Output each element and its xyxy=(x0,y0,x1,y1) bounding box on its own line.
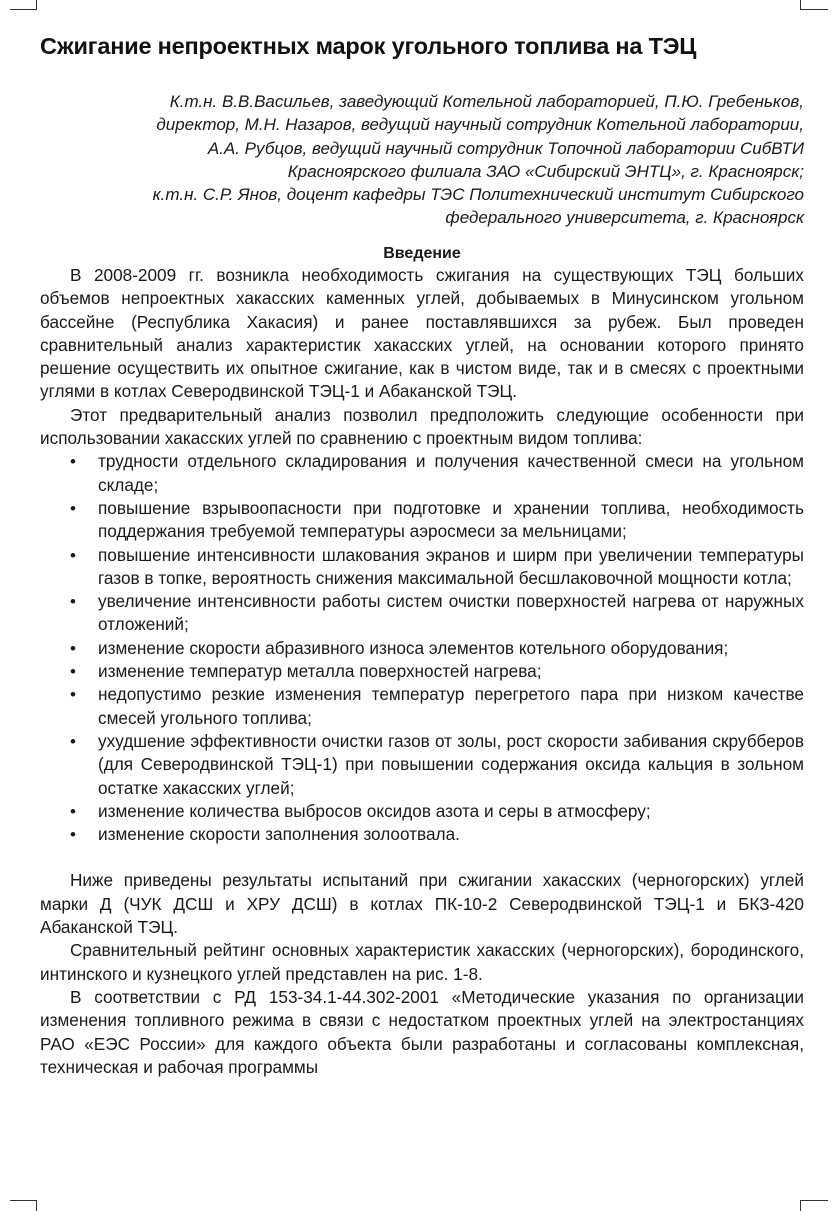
crop-mark-bottom-right-v xyxy=(800,1200,801,1211)
bullet-icon: • xyxy=(70,801,76,821)
paragraph-results-3: В соответствии с РД 153-34.1-44.302-2001 «Методические указания по организации изменения топливного режима в связи с недостатком проектных углей на электростанциях РАО «ЕЭС России» для каждого объекта были разработаны и согласованы комплексная, техническая и рабочая программы xyxy=(40,986,804,1077)
crop-mark-top-left-v xyxy=(36,0,37,10)
author-line: К.т.н. В.В.Васильев, заведующий Котельной лабораторией, П.Ю. Гребеньков, xyxy=(169,92,804,111)
list-item: • недопустимо резкие изменения температур перегретого пара при низком качестве смесей угольного топлива; xyxy=(70,684,804,728)
list-item: • повышение взрывоопасности при подготовке и хранении топлива, необходимость поддержания требуемой температуры аэросмеси за мельницами; xyxy=(70,497,804,542)
bullet-icon: • xyxy=(70,545,76,565)
author-line: А.А. Рубцов, ведущий научный сотрудник Топочной лаборатории СибВТИ xyxy=(207,138,804,158)
spacer xyxy=(40,846,804,869)
list-item: • изменение скорости абразивного износа элементов котельного оборудования; xyxy=(40,637,804,660)
list-item: • повышение интенсивности шлакования экранов и ширм при увеличении температуры газов в топке, вероятность снижения максимальной бесшлаковочной мощности котла; xyxy=(70,544,804,588)
paper-title: Сжигание непроектных марок угольного топлива на ТЭЦ xyxy=(40,33,697,59)
bullet-icon: • xyxy=(70,592,76,612)
crop-mark-bottom-left-h xyxy=(10,1200,36,1201)
bullet-icon: • xyxy=(70,498,76,518)
bullet-icon: • xyxy=(70,685,76,705)
crop-mark-bottom-left-v xyxy=(36,1200,37,1211)
list-item: • изменение количества выбросов оксидов азота и серы в атмосферу; xyxy=(40,800,804,823)
list-item: • ухудшение эффективности очистки газов от золы, рост скорости забивания скрубберов (для Северодвинской ТЭЦ-1) при повышении содержания оксида кальция в зольном остатке хакасских углей; xyxy=(70,730,804,798)
crop-mark-top-right-v xyxy=(800,0,801,10)
list-item: • трудности отдельного складирования и получения качественной смеси на угольном складе; xyxy=(70,451,804,495)
bullet-icon: • xyxy=(70,731,76,751)
author-line: федерального университета, г. Красноярск xyxy=(445,208,804,228)
bullet-icon: • xyxy=(70,638,76,658)
list-item: • увеличение интенсивности работы систем очистки поверхностей нагрева от наружных отложений; xyxy=(70,591,804,635)
author-line: Красноярского филиала ЗАО «Сибирский ЭНТЦ», г. Красноярск; xyxy=(287,161,804,181)
paragraph-results-1: Ниже приведены результаты испытаний при сжигании хакасских (черногорских) углей марки Д (ЧУК ДСШ и ХРУ ДСШ) в котлах ПК-10-2 Северодвинской ТЭЦ-1 и БКЗ-420 Абаканской ТЭЦ. xyxy=(40,870,804,938)
bullet-icon: • xyxy=(70,825,76,845)
list-item: • изменение скорости заполнения золоотвала. xyxy=(40,823,804,846)
bullet-icon: • xyxy=(70,662,76,682)
bullet-icon: • xyxy=(70,452,76,472)
author-line: к.т.н. С.Р. Янов, доцент кафедры ТЭС Политехнический институт Сибирского xyxy=(152,185,804,205)
list-item: • изменение температур металла поверхностей нагрева; xyxy=(40,660,804,683)
paragraph-intro-1: В 2008-2009 гг. возникла необходимость сжигания на существующих ТЭЦ больших объемов непроектных хакасских каменных углей, добываемых в Минусинском угольном бассейне (Республика Хакасия) и ранее поставлявшихся за рубеж. Был проведен сравнительный анализ характеристик хакасских углей, на основании которого принято решение осуществить их опытное сжигание, как в чистом виде, так и в смесях с проектными углями в котлах Северодвинской ТЭЦ-1 и Абаканской ТЭЦ. xyxy=(40,265,804,402)
section-heading: Введение xyxy=(383,245,461,262)
features-list xyxy=(40,450,804,846)
crop-mark-top-left-h xyxy=(10,9,36,10)
body-text xyxy=(40,264,804,1079)
crop-mark-bottom-right-h xyxy=(800,1200,828,1201)
paragraph-results-2: Сравнительный рейтинг основных характеристик хакасских (черногорских), бородинского, интинского и кузнецкого углей представлен на рис. 1-8. xyxy=(40,940,804,984)
crop-mark-top-right-h xyxy=(800,9,828,10)
author-block xyxy=(24,90,804,230)
author-line: директор, М.Н. Назаров, ведущий научный сотрудник Котельной лаборатории, xyxy=(156,115,804,135)
paragraph-intro-2: Этот предварительный анализ позволил предположить следующие особенности при использовании хакасских углей по сравнению с проектным видом топлива: xyxy=(40,404,804,449)
